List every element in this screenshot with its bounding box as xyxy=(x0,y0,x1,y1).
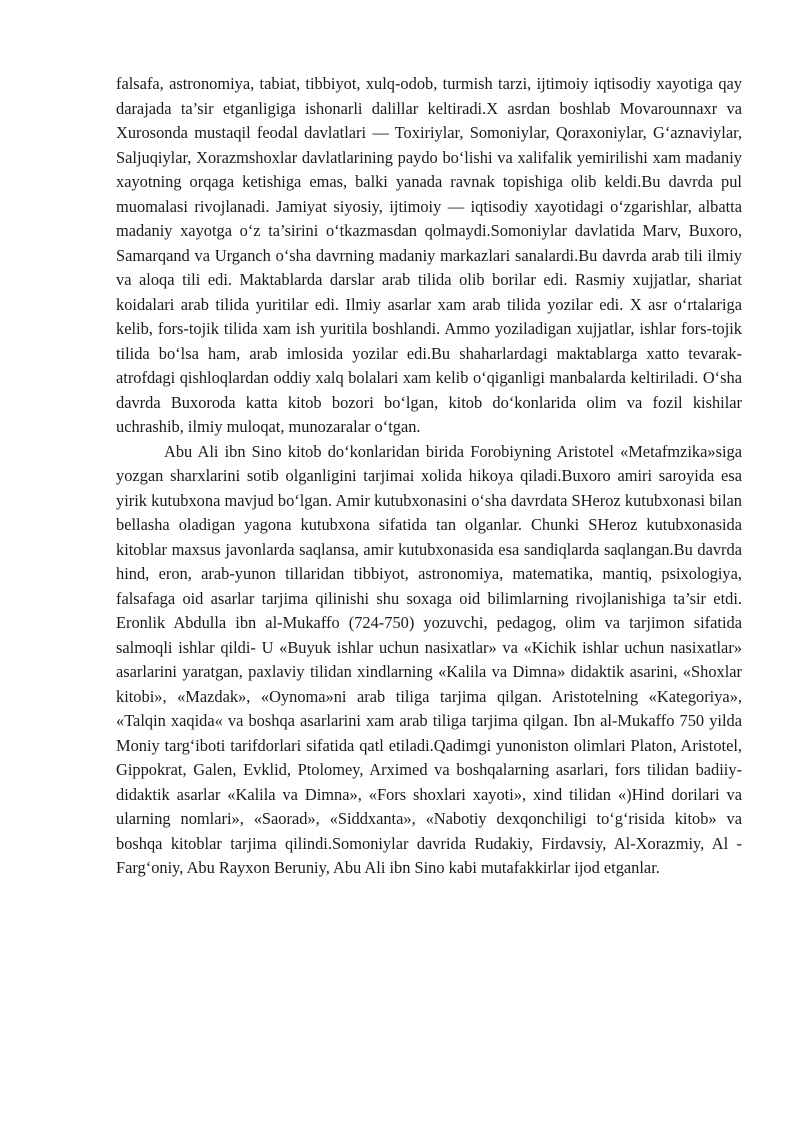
paragraph-continuation: falsafa, astronomiya, tabiat, tibbiyot, xulq-odob, turmish tarzi, ijtimoiy iqtisodiy xayotiga qay darajada ta’sir etganligiga ishonarli dalillar keltiradi.X asrdan boshlab Movarounnaxr va Xurosonda mustaqil feodal davlatlari — Toxiriylar, Somoniylar, Qoraxoniylar, G‘aznaviylar, Saljuqiylar, Xorazmshoxlar davlatlarining paydo bo‘lishi va xalifalik yemirilishi xam madaniy xayotning orqaga ketishiga emas, balki yanada ravnak topishiga olib keldi.Bu davrda pul muomalasi rivojlanadi. Jamiyat siyosiy, ijtimoiy — iqtisodiy xayotidagi o‘zgarishlar, albatta madaniy xayotga o‘z ta’sirini o‘tkazmasdan qolmaydi.Somoniylar davlatida Marv, Buxoro, Samarqand va Urganch o‘sha davrning madaniy markazlari sanalardi.Bu davrda arab tili ilmiy va aloqa tili edi. Maktablarda darslar arab tilida olib borilar edi. Rasmiy xujjatlar, shariat koidalari arab tilida yuritilar edi. Ilmiy asarlar xam arab tilida yozilar edi. X asr o‘rtalariga kelib, fors-tojik tilida xam ish yuritila boshlandi. Ammo yoziladigan xujjatlar, ishlar fors-tojik tilida bo‘lsa ham, arab imlosida yozilar edi.Bu shaharlardagi maktablarga xatto tevarak-atrofdagi qishloqlardan oddiy xalq bolalari xam kelib o‘qiganligi manbalarda keltiriladi. O‘sha davrda Buxoroda katta kitob bozori bo‘lgan, kitob do‘konlarida olim va fozil kishilar uchrashib, ilmiy muloqat, munozaralar o‘tgan. xyxy=(116,74,742,436)
paragraph-ibn-sino: Abu Ali ibn Sino kitob do‘konlaridan birida Forobiyning Aristotel «Metafmzika»siga yozgan sharxlarini sotib olganligini tarjimai xolida hikoya qiladi.Buxoro amiri saroyida esa yirik kutubxona mavjud bo‘lgan. Amir kutubxonasini o‘sha davrdata SHeroz kutubxonasi bilan bellasha oladigan yagona kutubxona sifatida tan olganlar. Chunki SHeroz kutubxonasida kitoblar maxsus javonlarda saqlansa, amir kutubxonasida esa sandiqlarda saqlangan.Bu davrda hind, eron, arab-yunon tillaridan tibbiyot, astronomiya, matematika, mantiq, psixologiya, falsafaga oid asarlar tarjima qilinishi shu soxaga oid bilimlarning rivojlanishiga ta’sir etdi. Eronlik Abdulla ibn al-Mukaffo (724-750) yozuvchi, pedagog, olim va tarjimon sifatida salmoqli ishlar qildi- U «Buyuk ishlar uchun nasixatlar» va «Kichik ishlar uchun nasixatlar» asarlarini yaratgan, paxlaviy tilidan xindlarning «Kalila va Dimna» didaktik asarini, «Shoxlar kitobi», «Mazdak», «Oynoma»ni arab tiliga tarjima qilgan. Aristotelning «Kategoriya», «Talqin xaqida« va boshqa asarlarini xam arab tiliga tarjima qilgan. Ibn al-Mukaffo 750 yilda Moniy targ‘iboti tarifdorlari sifatida qatl etiladi.Qadimgi yunoniston olimlari Platon, Aristotel, Gippokrat, Galen, Evklid, Ptolomey, Arximed va boshqalarning asarlari, fors tilidan badiiy-didaktik asarlar «Kalila va Dimna», «Fors shoxlari xayoti», xind tilidan «)Hind dorilari va ularning nomlari», «Saorad», «Siddxanta», «Nabotiy dexqonchiligi to‘g‘risida kitob» va boshqa kitoblar tarjima qilindi.Somoniylar davrida Rudakiy, Firdavsiy, Al-Xorazmiy, Al - Farg‘oniy, Abu Rayxon Beruniy, Abu Ali ibn Sino kabi mutafakkirlar ijod etganlar. xyxy=(116,441,742,877)
document-page xyxy=(116,72,742,881)
